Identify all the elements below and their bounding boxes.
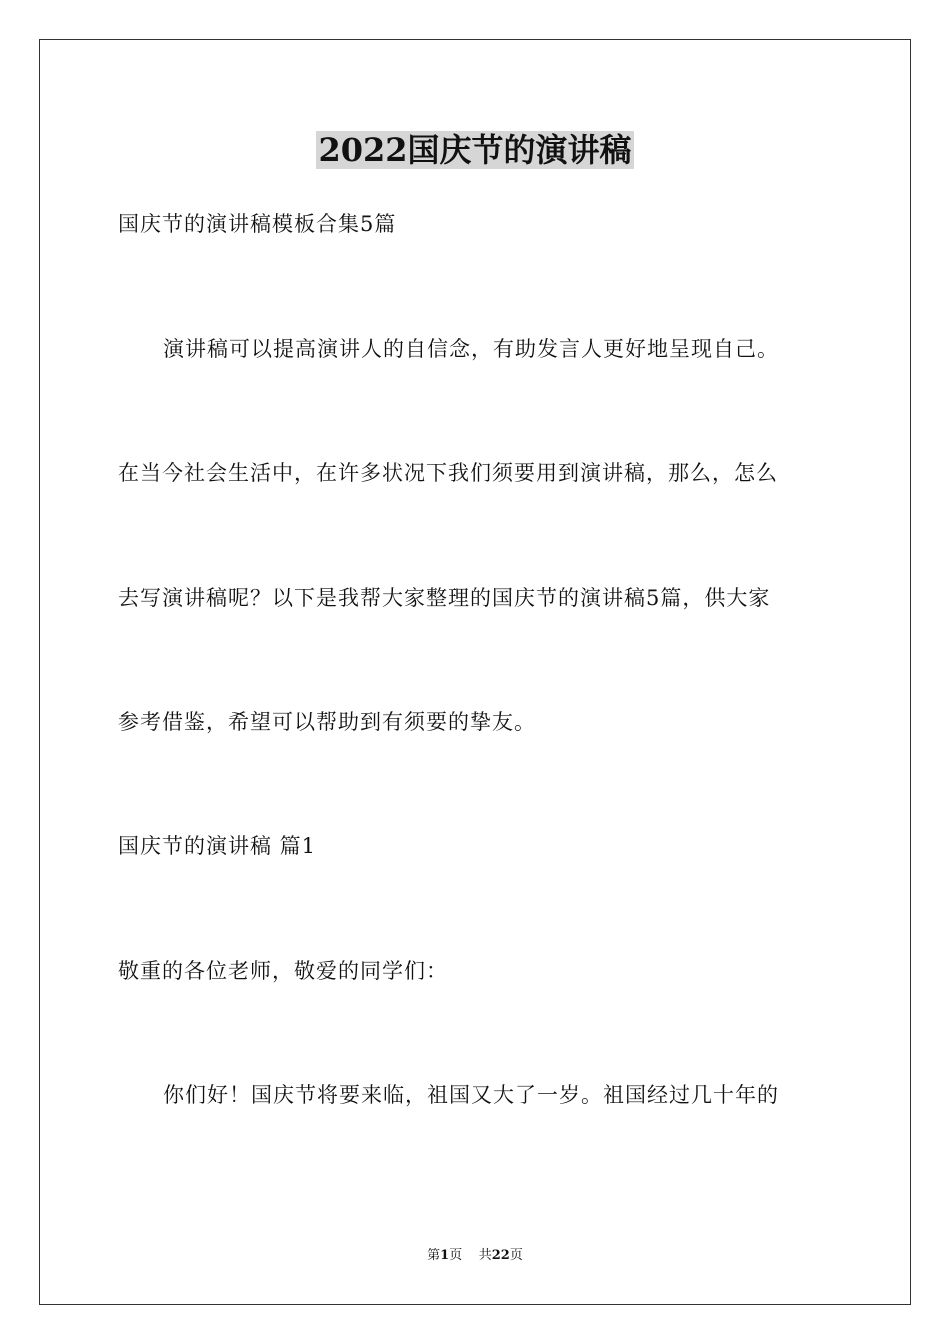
paragraph-line: 你们好！国庆节将要来临，祖国又大了一岁。祖国经过几十年的 bbox=[163, 1083, 779, 1107]
footer-page-prefix: 第 bbox=[427, 1248, 441, 1263]
footer-page-suffix: 页 bbox=[449, 1248, 463, 1263]
document-title bbox=[0, 128, 950, 172]
paragraph-line: 去写演讲稿呢？以下是我帮大家整理的国庆节的演讲稿5篇，供大家 bbox=[118, 586, 771, 610]
footer-total-pages: 22 bbox=[491, 1248, 510, 1263]
document-subtitle: 国庆节的演讲稿模板合集5篇 bbox=[118, 212, 397, 236]
paragraph-line: 演讲稿可以提高演讲人的自信念，有助发言人更好地呈现自己。 bbox=[163, 337, 779, 361]
document-title-text: 2022国庆节的演讲稿 bbox=[318, 131, 632, 169]
footer-total-suffix: 页 bbox=[509, 1248, 523, 1263]
paragraph-line: 在当今社会生活中，在许多状况下我们须要用到演讲稿，那么，怎么 bbox=[118, 461, 778, 485]
section-heading: 国庆节的演讲稿 篇1 bbox=[118, 834, 317, 858]
page-footer bbox=[0, 1247, 950, 1265]
footer-page-number: 1 bbox=[440, 1248, 450, 1263]
paragraph-line: 参考借鉴，希望可以帮助到有须要的挚友。 bbox=[118, 710, 536, 734]
footer-total-prefix: 共 bbox=[478, 1248, 492, 1263]
salutation: 敬重的各位老师，敬爱的同学们： bbox=[118, 959, 448, 983]
